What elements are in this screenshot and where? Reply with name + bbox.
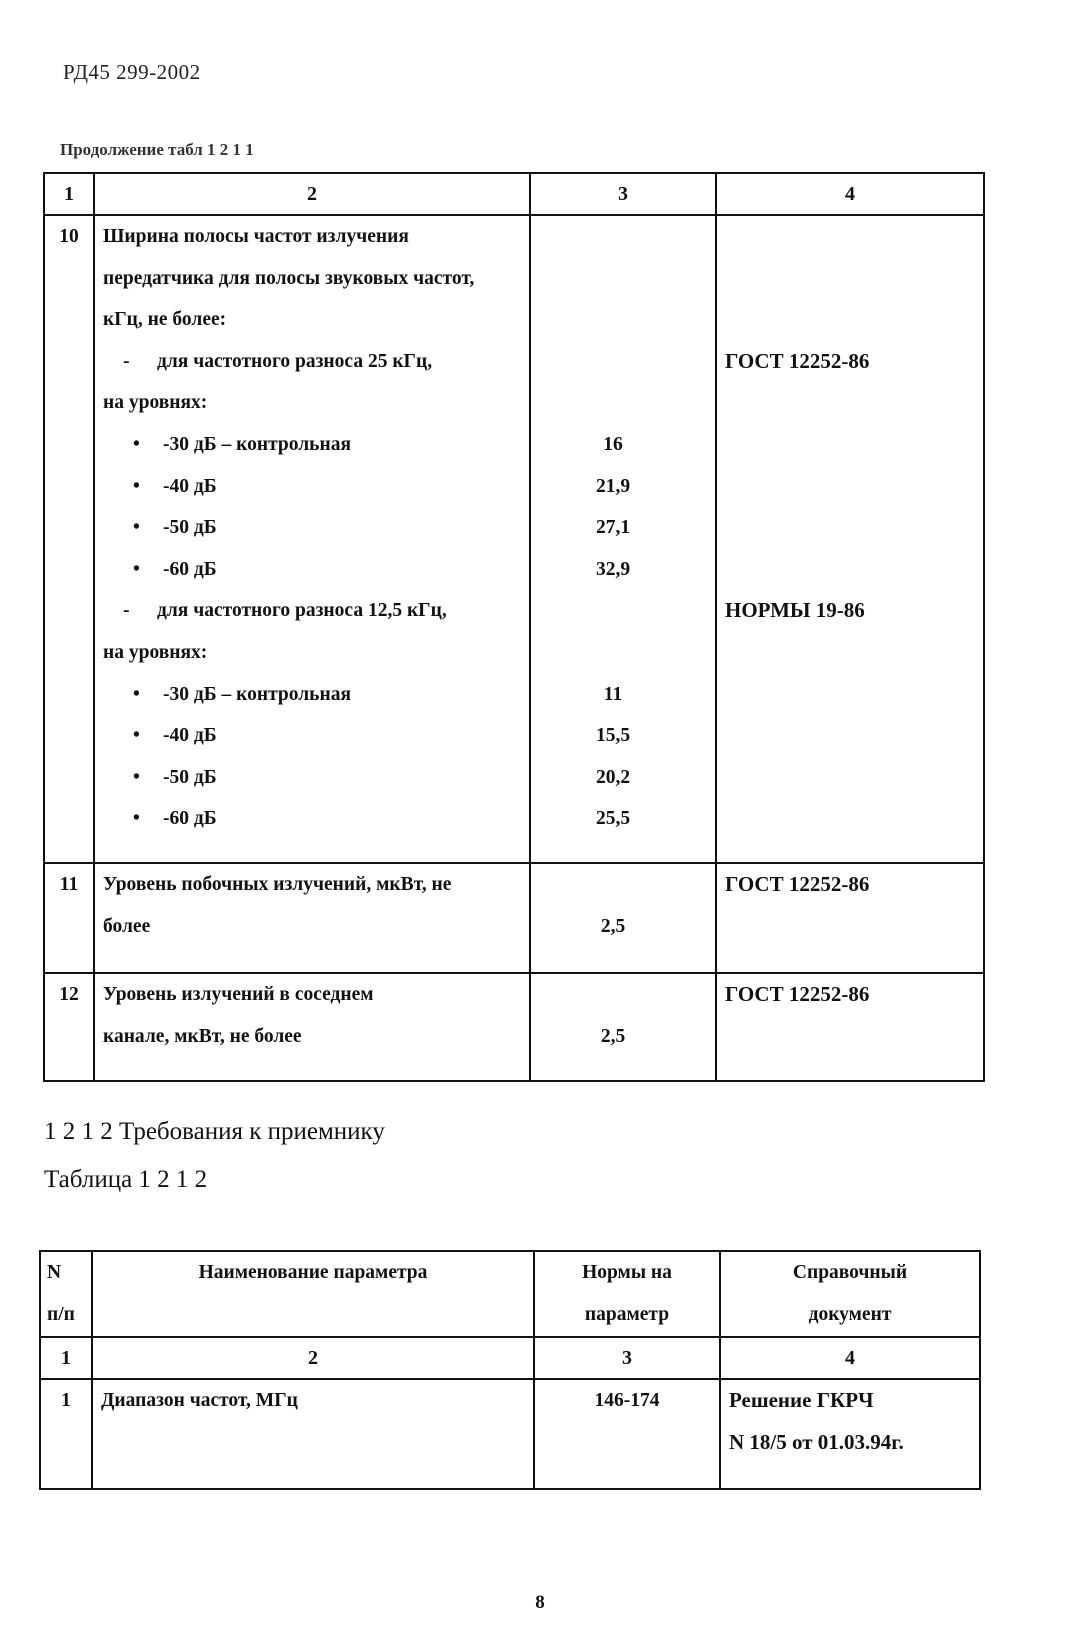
col-number-3: 3: [534, 1337, 720, 1379]
table-1-2-1-2: [39, 1250, 981, 1490]
table-row: [40, 1379, 980, 1489]
reference-doc-cell: ГОСТ 12252-86: [716, 973, 984, 1081]
reference-doc-cell: ГОСТ 12252-86: [716, 863, 984, 973]
col-number-4: 4: [720, 1337, 980, 1379]
col-header-name: Наименование параметра: [92, 1251, 534, 1337]
norm-values-cell: 16 21,9 27,1 32,9 11 15,5 20,2 25,5: [530, 215, 716, 863]
row-number: 11: [44, 863, 94, 973]
row-number: 1: [40, 1379, 92, 1489]
parameter-cell: Ширина полосы частот излучения передатчика для полосы звуковых частот, кГц, не более: - для частотного разноса 25 кГц, на уровнях: • -30 дБ – контрольная • -40 дБ • -50 дБ • -60 дБ - для частотного разноса 12,5 кГц, на уровнях: • -30 дБ – контрольная • -40 дБ • -50 дБ • -60 дБ: [94, 215, 530, 863]
table-row: [44, 863, 984, 973]
reference-doc-cell: Решение ГКРЧ N 18/5 от 01.03.94г.: [720, 1379, 980, 1489]
col-header-3: 3: [530, 173, 716, 215]
parameter-cell: Уровень излучений в соседнем канале, мкВт, не более: [94, 973, 530, 1081]
norm-values-cell: 146-174: [534, 1379, 720, 1489]
table-continuation-label: Продолжение табл 1 2 1 1: [60, 140, 254, 159]
col-header-norm: Нормы на параметр: [534, 1251, 720, 1337]
col-header-num: N п/п: [40, 1251, 92, 1337]
col-header-2: 2: [94, 173, 530, 215]
reference-doc-cell: ГОСТ 12252-86 НОРМЫ 19-86: [716, 215, 984, 863]
table-number-row: [40, 1337, 980, 1379]
norm-values-cell: 2,5: [530, 973, 716, 1081]
document-code: РД45 299-2002: [63, 60, 201, 84]
table-header-row: [44, 173, 984, 215]
col-number-1: 1: [40, 1337, 92, 1379]
page-number: 8: [535, 1592, 545, 1613]
table-row: [44, 215, 984, 863]
row-number: 10: [44, 215, 94, 863]
col-header-4: 4: [716, 173, 984, 215]
row-number: 12: [44, 973, 94, 1081]
col-header-1: 1: [44, 173, 94, 215]
col-header-reference: Справочный документ: [720, 1251, 980, 1337]
table-header-row: [40, 1251, 980, 1337]
parameter-cell: Уровень побочных излучений, мкВт, не более: [94, 863, 530, 973]
table-caption: Таблица 1 2 1 2: [44, 1166, 208, 1193]
col-number-2: 2: [92, 1337, 534, 1379]
parameter-cell: Диапазон частот, МГц: [92, 1379, 534, 1489]
norm-values-cell: 2,5: [530, 863, 716, 973]
section-heading: 1 2 1 2 Требования к приемнику: [44, 1118, 385, 1145]
table-1-2-1-1: [43, 172, 985, 1082]
table-row: [44, 973, 984, 1081]
